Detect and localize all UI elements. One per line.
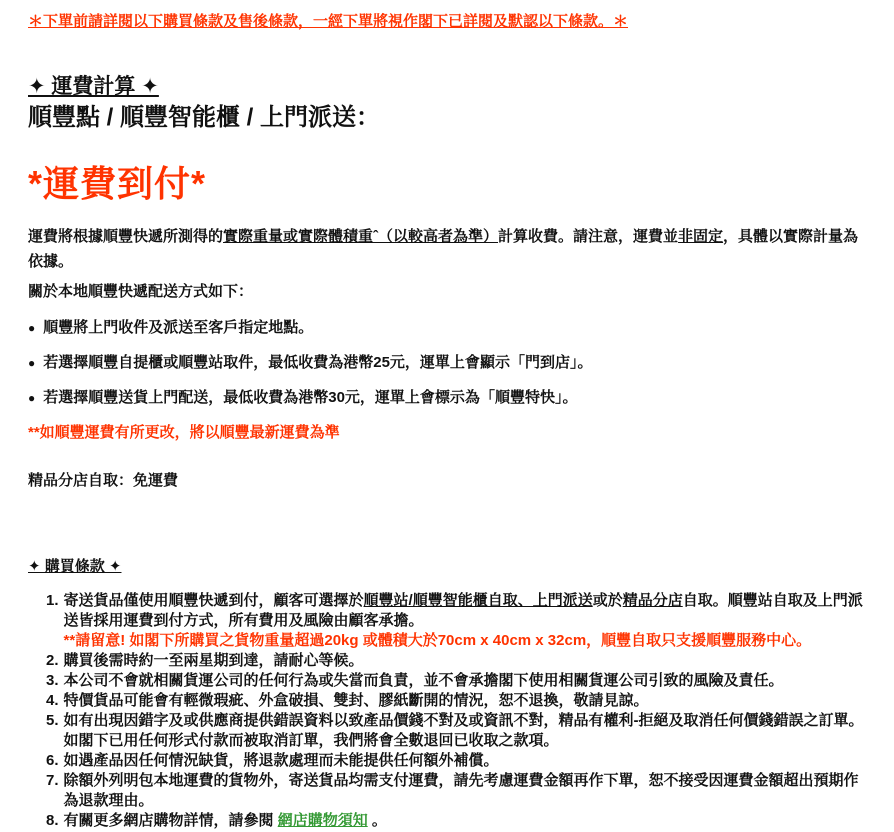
term-text: 。 xyxy=(367,812,387,829)
item-number: 6. xyxy=(46,752,59,769)
freight-collect-banner: *運費到付* xyxy=(28,163,207,204)
term-item-content: 本公司不會就相關貨運公司的任何行為或失當而負責，並不會承擔閣下使用相關貨運公司引致的風險及責任。 xyxy=(63,672,784,689)
calc-note-text: 運費將根據順豐快遞所測得的 xyxy=(28,228,224,245)
term-item-content: 購買後需時約一至兩星期到達，請耐心等候。 xyxy=(63,652,364,669)
term-text: 有關更多網店購物詳情，請參閱 xyxy=(63,812,278,829)
item-number: 3. xyxy=(46,672,59,689)
store-pickup-free-note: 精品分店自取：免運費 xyxy=(28,472,179,489)
bullet-icon: ● xyxy=(28,321,36,335)
list-item xyxy=(28,353,866,373)
term-underlined-pickup-options: 順豐站/順豐智能櫃自取、上門派送 xyxy=(363,592,593,609)
bullet-icon: ● xyxy=(28,391,36,405)
item-number: 2. xyxy=(46,652,59,669)
term-text: 或於 xyxy=(592,592,623,609)
purchase-terms-list xyxy=(28,591,866,831)
shipping-section-heading: ✦ 運費計算 ✦ xyxy=(28,75,159,98)
term-text: 自取。順豐站自取及上門派送皆採用運費到付方式，所有費用及風險由顧客承擔。 xyxy=(63,592,863,629)
delivery-methods-intro: 關於本地順豐快遞配送方式如下： xyxy=(28,283,254,300)
term-item-content: 如有出現因錯字及或供應商提供錯誤資料以致產品價錢不對及或資訊不對，精品有權利-拒絕及取消任何價錢錯誤之訂單。如閣下已用任何形式付款而被取消訂單，我們將會全數退回已收取之款項。 xyxy=(63,712,864,749)
list-item xyxy=(28,388,866,408)
item-number: 1. xyxy=(46,592,59,609)
term-text: 寄送貨品僅使用順豐快遞到付，顧客可選擇於 xyxy=(63,592,364,609)
freight-calculation-note xyxy=(28,224,866,274)
list-item xyxy=(28,318,866,338)
item-number: 4. xyxy=(46,692,59,709)
table-row xyxy=(46,651,866,671)
table-row xyxy=(46,751,866,771)
delivery-method-text: 若選擇順豐送貨上門配送，最低收費為港幣30元，運單上會標示為「順豐特快」。 xyxy=(43,389,578,406)
calc-note-underlined-notfixed: 非固定 xyxy=(678,228,724,245)
table-row xyxy=(46,771,866,811)
purchase-terms-heading: ✦ 購買條款 ✦ xyxy=(28,558,122,575)
table-row xyxy=(46,591,866,651)
calc-note-text: ，具體以實際計量為依據。 xyxy=(28,228,859,270)
bullet-icon: ● xyxy=(28,356,36,370)
delivery-method-text: 順豐將上門收件及派送至客戶指定地點。 xyxy=(43,319,314,336)
shipping-methods-subheading: 順豐點 / 順豐智能櫃 / 上門派送： xyxy=(28,104,381,131)
term-item-content: 如遇產品因任何情況缺貨，將退款處理而未能提供任何額外補償。 xyxy=(63,752,499,769)
term-underlined-boutique: 精品分店 xyxy=(622,592,683,609)
top-warning-banner: ＊下單前請詳閱以下購買條款及售後條款，一經下單將視作閣下已詳閱及默認以下條款。＊ xyxy=(28,13,629,30)
table-row xyxy=(46,691,866,711)
item-number: 5. xyxy=(46,712,59,729)
item-number: 7. xyxy=(46,772,59,789)
freight-update-note: **如順豐運費有所更改，將以順豐最新運費為準 xyxy=(28,424,340,441)
term-item-content: 特價貨品可能會有輕微瑕疵、外盒破損、雙封、膠紙斷開的情況，恕不退換，敬請見諒。 xyxy=(63,692,649,709)
weight-limit-warning: **請留意! 如閣下所購買之貨物重量超過20kg 或體積大於70cm x 40cm x 32cm，順豐自取只支援順豐服務中心。 xyxy=(63,632,812,649)
delivery-method-text: 若選擇順豐自提櫃或順豐站取件，最低收費為港幣25元，運單上會顯示「門到店」。 xyxy=(43,354,593,371)
table-row xyxy=(46,671,866,691)
table-row xyxy=(46,711,866,751)
item-number: 8. xyxy=(46,812,59,829)
delivery-methods-list xyxy=(28,318,866,408)
table-row xyxy=(46,811,866,831)
calc-note-underlined-weight: 實際重量或實際體積重ˆ（以較高者為準） xyxy=(223,228,499,245)
term-item-content xyxy=(64,811,866,831)
calc-note-text: 計算收費。請注意，運費並 xyxy=(498,228,679,245)
term-item-content xyxy=(64,591,866,651)
term-item-content: 除額外列明包本地運費的貨物外，寄送貨品均需支付運費，請先考慮運費金額再作下單，恕不接受因運費金額超出預期作為退款理由。 xyxy=(63,772,859,809)
online-shopping-guide-link[interactable]: 網店購物須知 xyxy=(277,812,368,829)
